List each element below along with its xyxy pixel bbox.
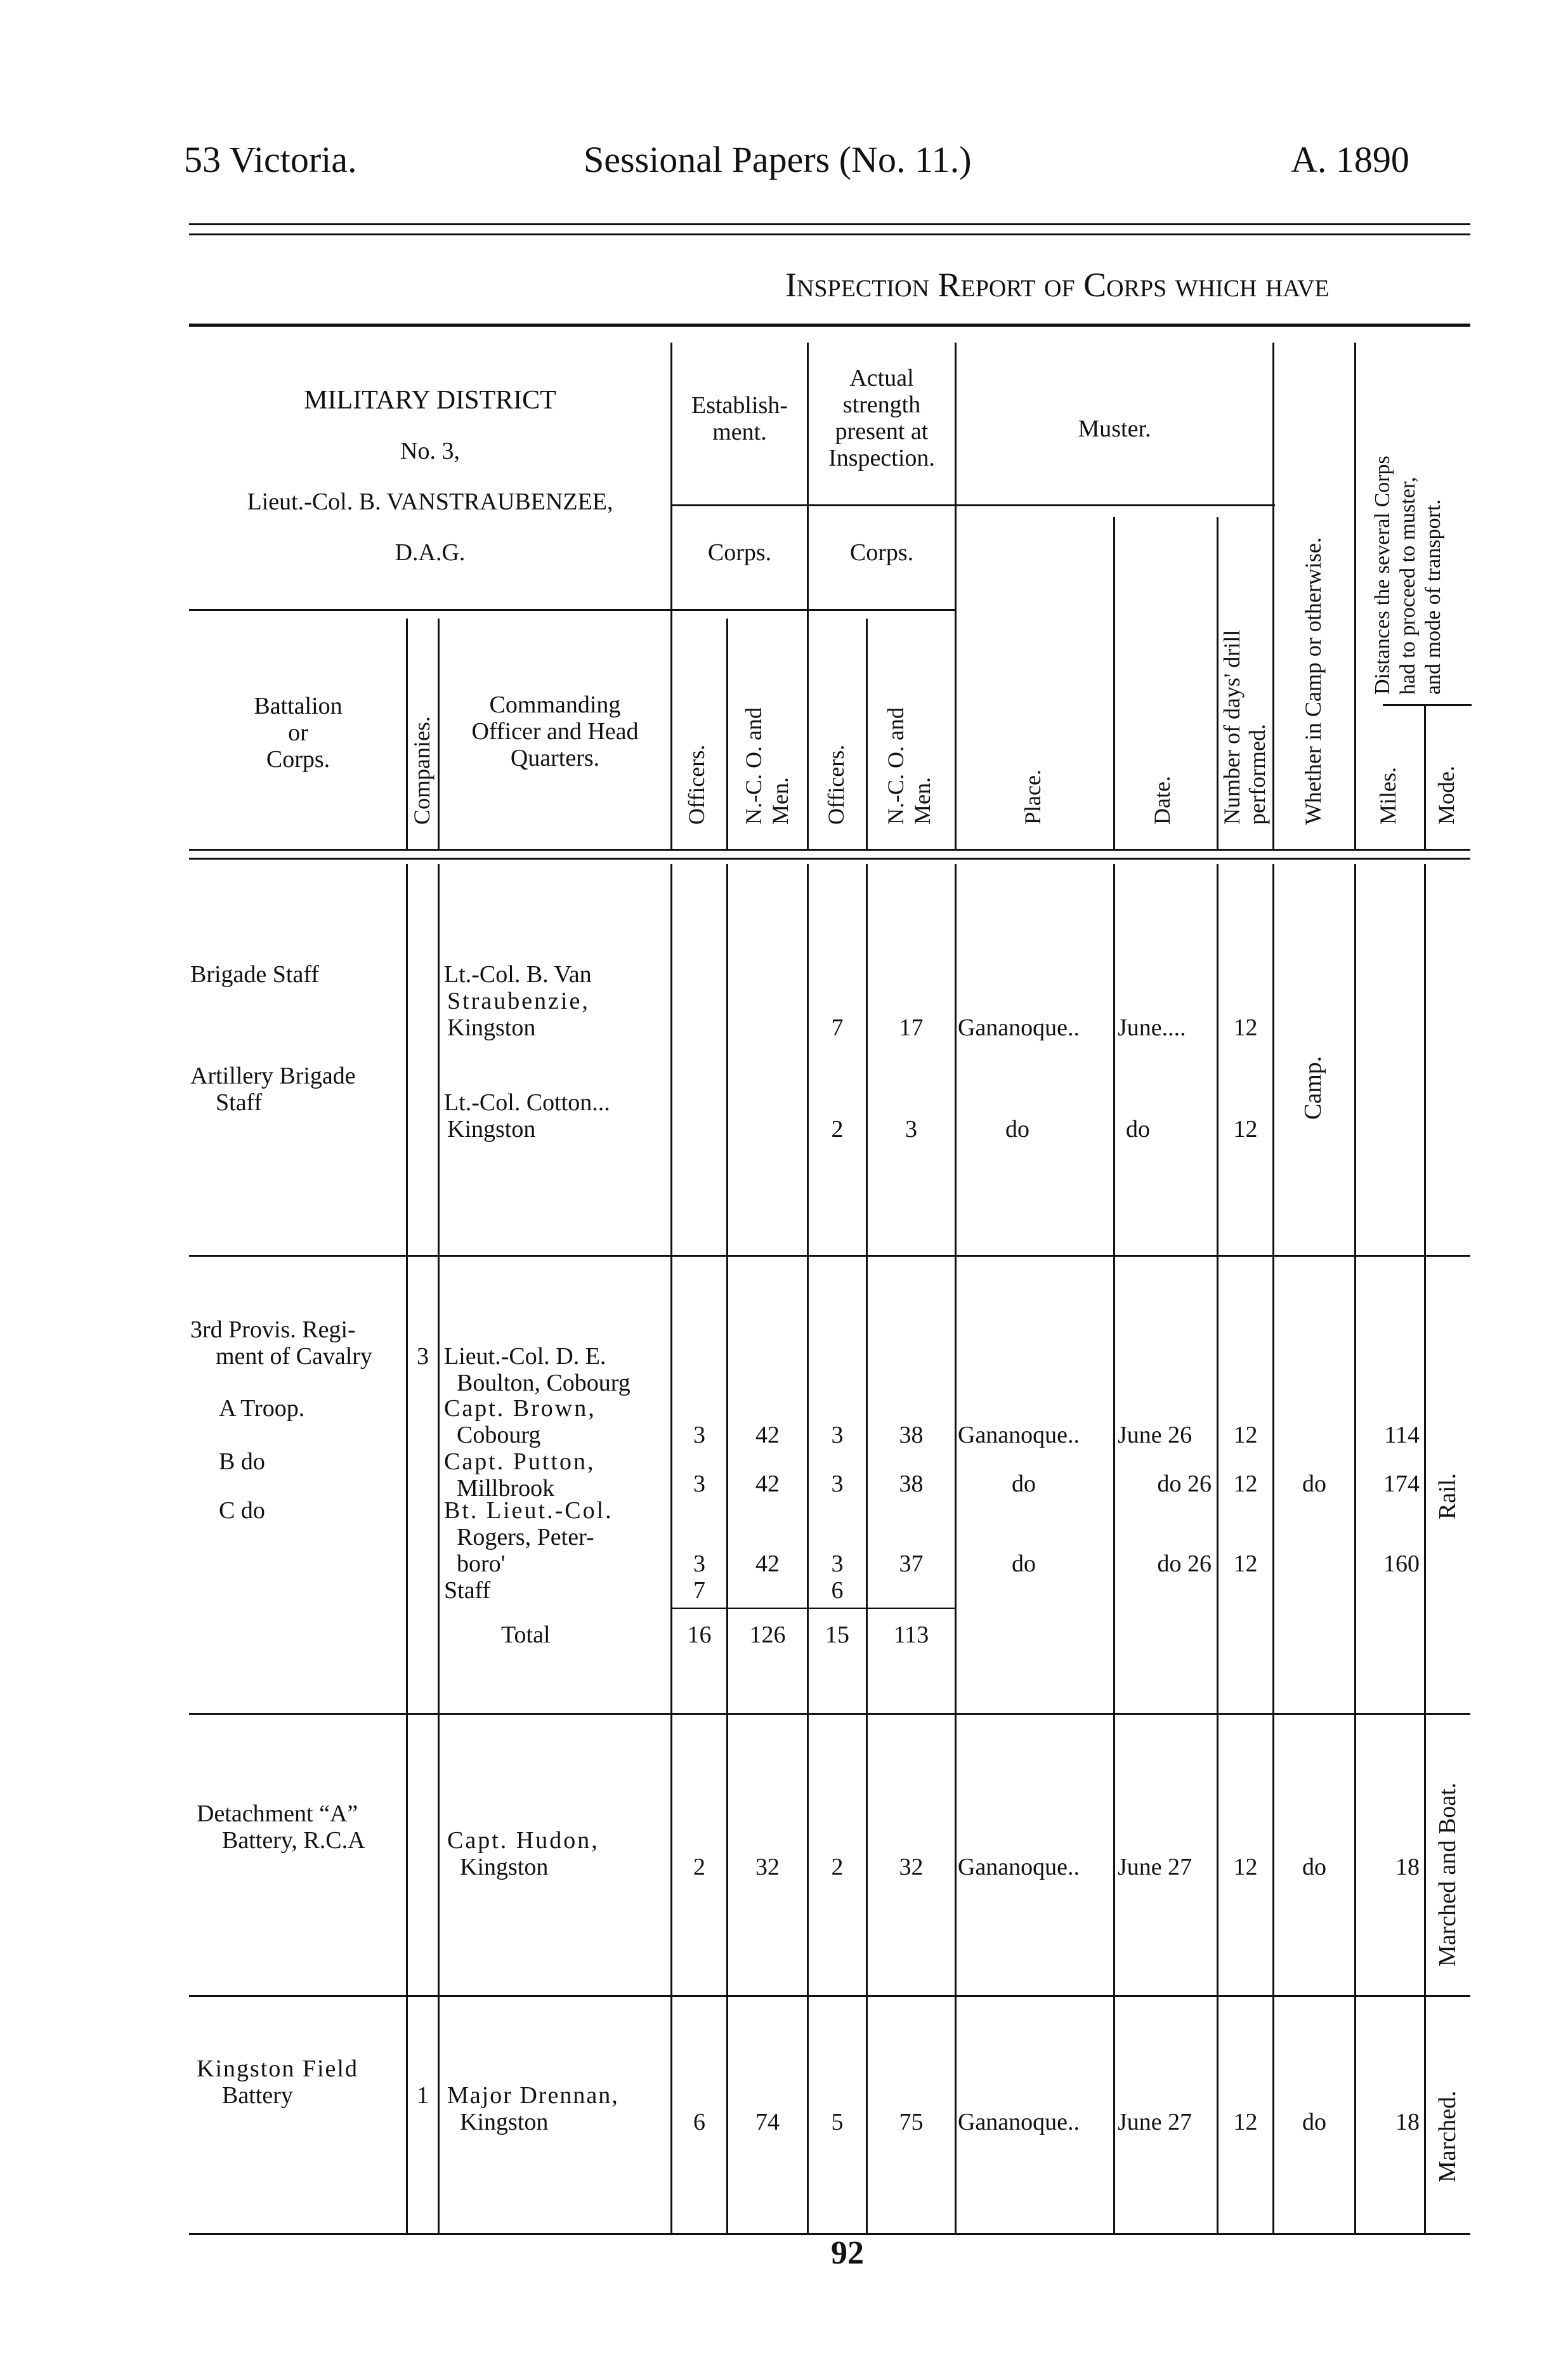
actual-officers: 3 (831, 1550, 844, 1577)
muster-date: June.... (1118, 1014, 1186, 1041)
body-vline-4 (726, 864, 728, 2233)
commanding-officer: Staff (444, 1577, 491, 1604)
est-men: 32 (755, 1854, 780, 1880)
body-vline-9 (1217, 864, 1218, 2233)
miles: 174 (1383, 1471, 1420, 1497)
corps-name: Kingston Field (197, 2055, 358, 2082)
col-place: Place. (1020, 770, 1045, 825)
est-men: 42 (755, 1550, 780, 1577)
miles: 18 (1395, 1854, 1420, 1880)
col-est-corps: Corps. (707, 539, 772, 566)
col-camp-otherwise: Whether in Camp or otherwise. (1300, 537, 1326, 825)
col-commanding-1: Commanding (489, 691, 621, 718)
col-companies: Companies. (409, 716, 434, 825)
corps-name: 3rd Provis. Regi- (190, 1316, 356, 1343)
est-officers: 2 (693, 1854, 705, 1880)
commanding-officer: Lieut.-Col. D. E. (444, 1343, 606, 1370)
col-est-officers: Officers. (684, 744, 709, 825)
col-days-2: performed. (1245, 724, 1270, 825)
camp-or-otherwise: do (1302, 1471, 1326, 1497)
body-vline-8 (1113, 864, 1115, 2233)
corps-name: ment of Cavalry (216, 1343, 372, 1370)
actual-officers: 6 (831, 1577, 844, 1604)
actual-officers: 7 (831, 1014, 844, 1041)
camp-or-otherwise: do (1302, 2109, 1326, 2135)
commanding-officer: Millbrook (457, 1475, 555, 1502)
commanding-officer: Kingston (460, 1854, 549, 1880)
col-date: Date. (1149, 776, 1175, 825)
muster-date: do (1126, 1116, 1150, 1143)
section-rule-1 (189, 1255, 1470, 1257)
companies-count: 1 (417, 2082, 429, 2109)
muster-place: Gananoque.. (958, 1422, 1080, 1448)
actual-men: 32 (899, 1854, 924, 1880)
col-establishment-1: Establish- (691, 392, 788, 419)
corps-name: Brigade Staff (190, 961, 319, 988)
body-vline-11 (1354, 864, 1356, 2233)
table-top-rule (189, 324, 1470, 327)
camp-label: Camp. (1300, 1056, 1326, 1120)
actual-men: 38 (899, 1422, 924, 1448)
col-miles: Miles. (1375, 766, 1401, 825)
hline-1 (672, 504, 1275, 506)
commanding-officer: Bt. Lieut.-Col. (444, 1497, 613, 1524)
muster-date: do 26 (1157, 1471, 1212, 1497)
drill-days: 12 (1233, 1854, 1258, 1880)
hline-3 (672, 609, 957, 611)
header-right: A. 1890 (1291, 139, 1409, 180)
header-left: 53 Victoria. (184, 139, 357, 180)
drill-days: 12 (1233, 1116, 1258, 1143)
hline-2 (189, 609, 671, 611)
commanding-officer: Straubenzie, (447, 988, 590, 1014)
col-actual-3: present at (835, 418, 929, 445)
muster-date: June 27 (1118, 2109, 1192, 2135)
col-est-nco-1: N.-C. O. and (741, 707, 766, 825)
miles: 18 (1395, 2109, 1420, 2135)
commanding-officer: Kingston (447, 1014, 536, 1041)
est-officers: 7 (693, 1577, 705, 1604)
body-vline-5 (807, 864, 809, 2233)
commanding-officer: Cobourg (457, 1422, 541, 1448)
header-bottom-rule-2 (189, 858, 1470, 860)
commanding-officer: Kingston (460, 2109, 549, 2135)
total-label: Total (501, 1622, 551, 1648)
corps-name: A Troop. (219, 1395, 305, 1422)
actual-officers: 2 (831, 1116, 844, 1143)
muster-place: do (1012, 1550, 1036, 1577)
report-title: Inspection Report of Corps which have (785, 266, 1330, 304)
col-distances-2: had to proceed to muster, (1396, 476, 1420, 695)
est-men: 74 (755, 2109, 780, 2135)
col-battalion-3: Corps. (266, 746, 330, 773)
transport-mode: Marched. (1434, 2090, 1461, 2182)
drill-days: 12 (1233, 1422, 1258, 1448)
muster-place: do (1012, 1471, 1036, 1497)
body-vline-7 (955, 864, 957, 2233)
actual-men: 75 (899, 2109, 924, 2135)
actual-men: 38 (899, 1471, 924, 1497)
col-days-1: Number of days' drill (1219, 629, 1245, 825)
muster-place: do (1005, 1116, 1029, 1143)
corps-name: Staff (216, 1089, 263, 1116)
hline-4 (1383, 704, 1472, 706)
col-act-nco-2: Men. (910, 777, 935, 825)
miles: 160 (1383, 1550, 1420, 1577)
actual-officers: 3 (831, 1422, 844, 1448)
vline-8 (726, 619, 728, 850)
transport-mode: Marched and Boat. (1434, 1782, 1461, 1967)
corps-name: Detachment “A” (197, 1800, 358, 1827)
actual-men: 17 (899, 1014, 924, 1041)
est-men: 42 (755, 1471, 780, 1497)
commanding-officer: Rogers, Peter- (457, 1524, 594, 1550)
col-muster: Muster. (1078, 416, 1151, 442)
body-vline-2 (438, 864, 440, 2233)
header-rule-1 (189, 223, 1470, 225)
header-rule-2 (189, 233, 1470, 235)
vline-11 (1217, 517, 1218, 850)
actual-men: 113 (893, 1622, 929, 1648)
vline-12 (1424, 704, 1426, 850)
col-commanding-2: Officer and Head (471, 718, 639, 745)
actual-officers: 5 (831, 2109, 844, 2135)
commanding-officer: Capt. Hudon, (447, 1827, 599, 1854)
actual-men: 3 (905, 1116, 917, 1143)
drill-days: 12 (1233, 1550, 1258, 1577)
body-vline-3 (670, 864, 672, 2233)
district-line-1: MILITARY DISTRICT (304, 386, 556, 415)
corps-name: C do (219, 1497, 265, 1524)
est-officers: 6 (693, 2109, 705, 2135)
col-mode: Mode. (1434, 766, 1459, 825)
est-officers: 16 (687, 1622, 712, 1648)
col-act-corps: Corps. (849, 539, 914, 566)
body-vline-12 (1424, 864, 1426, 2233)
muster-date: June 27 (1118, 1854, 1192, 1880)
header-center: Sessional Papers (No. 11.) (584, 139, 972, 180)
actual-officers: 15 (825, 1622, 849, 1648)
est-officers: 3 (693, 1550, 705, 1577)
vline-6 (406, 619, 408, 850)
drill-days: 12 (1233, 1471, 1258, 1497)
actual-officers: 3 (831, 1471, 844, 1497)
col-est-nco-2: Men. (768, 777, 793, 825)
est-officers: 3 (693, 1422, 705, 1448)
col-battalion-1: Battalion (254, 693, 343, 719)
camp-or-otherwise: do (1302, 1854, 1326, 1880)
district-line-3: Lieut.-Col. B. VANSTRAUBENZEE, (247, 488, 613, 515)
col-actual-4: Inspection. (828, 445, 935, 471)
drill-days: 12 (1233, 1014, 1258, 1041)
commanding-officer: Capt. Putton, (444, 1448, 596, 1475)
drill-days: 12 (1233, 2109, 1258, 2135)
body-vline-1 (406, 864, 408, 2233)
miles: 114 (1384, 1422, 1420, 1448)
header-bottom-rule-1 (189, 849, 1470, 851)
muster-date: do 26 (1157, 1550, 1212, 1577)
col-distances-1: Distances the several Corps (1371, 455, 1394, 695)
col-establishment-2: ment. (712, 419, 767, 445)
district-line-2: No. 3, (400, 438, 460, 464)
body-vline-6 (866, 864, 868, 2233)
muster-date: June 26 (1118, 1422, 1192, 1448)
vline-5 (1354, 343, 1356, 850)
corps-name: Battery, R.C.A (222, 1827, 365, 1854)
col-act-officers: Officers. (823, 744, 849, 825)
col-act-nco-1: N.-C. O. and (883, 707, 908, 825)
vline-4 (1272, 343, 1274, 850)
corps-name: B do (219, 1448, 265, 1475)
est-men: 42 (755, 1422, 780, 1448)
col-actual-1: Actual (849, 365, 914, 391)
commanding-officer: Lt.-Col. B. Van (444, 961, 592, 988)
muster-place: Gananoque.. (958, 2109, 1080, 2135)
col-battalion-2: or (288, 719, 308, 746)
col-commanding-3: Quarters. (510, 745, 600, 771)
companies-count: 3 (417, 1343, 429, 1370)
est-officers: 3 (693, 1471, 705, 1497)
actual-officers: 2 (831, 1854, 844, 1880)
commanding-officer: Capt. Brown, (444, 1395, 596, 1422)
vline-9 (866, 619, 868, 850)
commanding-officer: Boulton, Cobourg (457, 1370, 630, 1396)
body-vline-10 (1272, 864, 1274, 2233)
page-number: 92 (831, 2235, 864, 2271)
corps-name: Battery (222, 2082, 293, 2109)
commanding-officer: Lt.-Col. Cotton... (444, 1089, 610, 1116)
district-line-4: D.A.G. (395, 539, 466, 566)
commanding-officer: boro' (457, 1550, 506, 1577)
vline-7 (438, 619, 440, 850)
col-actual-2: strength (842, 391, 921, 418)
subtotal-rule (672, 1608, 957, 1609)
corps-name: Artillery Brigade (190, 1063, 356, 1089)
col-distances-3: and mode of transport. (1421, 499, 1445, 695)
muster-place: Gananoque.. (958, 1854, 1080, 1880)
commanding-officer: Major Drennan, (447, 2082, 619, 2109)
transport-mode: Rail. (1434, 1473, 1461, 1519)
est-men: 126 (749, 1622, 786, 1648)
commanding-officer: Kingston (447, 1116, 536, 1143)
actual-men: 37 (899, 1550, 924, 1577)
vline-10 (1113, 517, 1115, 850)
section-rule-2 (189, 1713, 1470, 1715)
muster-place: Gananoque.. (958, 1014, 1080, 1041)
section-rule-3 (189, 1995, 1470, 1997)
